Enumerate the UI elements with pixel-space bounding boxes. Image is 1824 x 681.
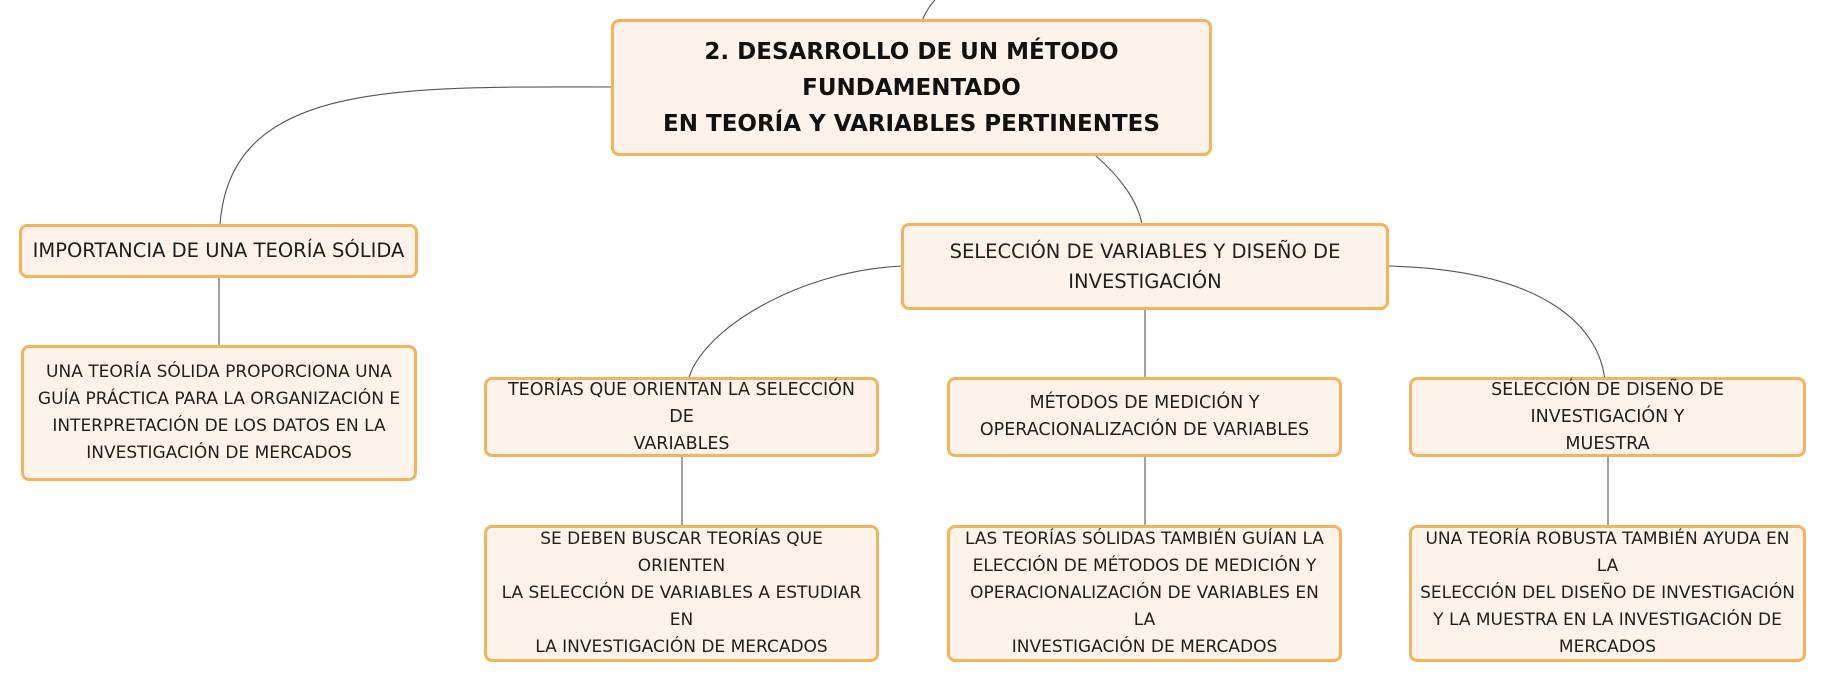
subtopic-teorias-orientan[interactable] <box>484 377 879 457</box>
connector-seleccion-to-diseno <box>1387 266 1605 381</box>
topic-importancia-teoria[interactable] <box>19 224 418 278</box>
detail-diseno-investigacion-text: UNA TEORÍA ROBUSTA TAMBIÉN AYUDA EN LA SELECCIÓN DEL DISEÑO DE INVESTIGACIÓN Y LA MUESTRA EN LA INVESTIGACIÓN DE MERCADOS <box>1420 529 1795 657</box>
detail-metodos-medicion-text: LAS TEORÍAS SÓLIDAS TAMBIÉN GUÍAN LA ELECCIÓN DE MÉTODOS DE MEDICIÓN Y OPERACIONALIZACIÓN DE VARIABLES EN LA INVESTIGACIÓN DE MERCADOS <box>965 529 1324 657</box>
root-topic-node[interactable] <box>611 19 1212 156</box>
subtopic-metodos-medicion[interactable] <box>947 377 1342 457</box>
root-topic-label: 2. DESARROLLO DE UN MÉTODO FUNDAMENTADO EN TEORÍA Y VARIABLES PERTINENTES <box>663 38 1160 137</box>
connector-root-to-importancia <box>220 87 612 225</box>
detail-diseno-investigacion[interactable] <box>1409 525 1806 662</box>
detail-importancia-teoria-text: UNA TEORÍA SÓLIDA PROPORCIONA UNA GUÍA PRÁCTICA PARA LA ORGANIZACIÓN E INTERPRETACIÓN DE LOS DATOS EN LA INVESTIGACIÓN DE MERCADOS <box>37 362 401 463</box>
subtopic-teorias-orientan-label: TEORÍAS QUE ORIENTAN LA SELECCIÓN DE VARIABLES <box>507 379 855 454</box>
detail-teorias-orientan[interactable] <box>484 525 879 662</box>
connector-seleccion-to-teorias <box>688 266 903 381</box>
topic-importancia-teoria-label: IMPORTANCIA DE UNA TEORÍA SÓLIDA <box>32 239 405 262</box>
detail-metodos-medicion[interactable] <box>947 525 1342 662</box>
topic-seleccion-variables[interactable] <box>901 223 1389 310</box>
subtopic-metodos-medicion-label: MÉTODOS DE MEDICIÓN Y OPERACIONALIZACIÓN DE VARIABLES <box>979 393 1310 440</box>
connector-root-to-seleccion <box>1095 155 1142 225</box>
subtopic-diseno-investigacion[interactable] <box>1409 377 1806 457</box>
connector-parent-to-root <box>922 0 935 21</box>
detail-teorias-orientan-text: SE DEBEN BUSCAR TEORÍAS QUE ORIENTEN LA SELECCIÓN DE VARIABLES A ESTUDIAR EN LA INVESTIGACIÓN DE MERCADOS <box>501 529 862 657</box>
subtopic-diseno-investigacion-label: SELECCIÓN DE DISEÑO DE INVESTIGACIÓN Y MUESTRA <box>1491 379 1724 454</box>
topic-seleccion-variables-label: SELECCIÓN DE VARIABLES Y DISEÑO DE INVESTIGACIÓN <box>949 239 1341 293</box>
detail-importancia-teoria[interactable] <box>21 345 417 481</box>
